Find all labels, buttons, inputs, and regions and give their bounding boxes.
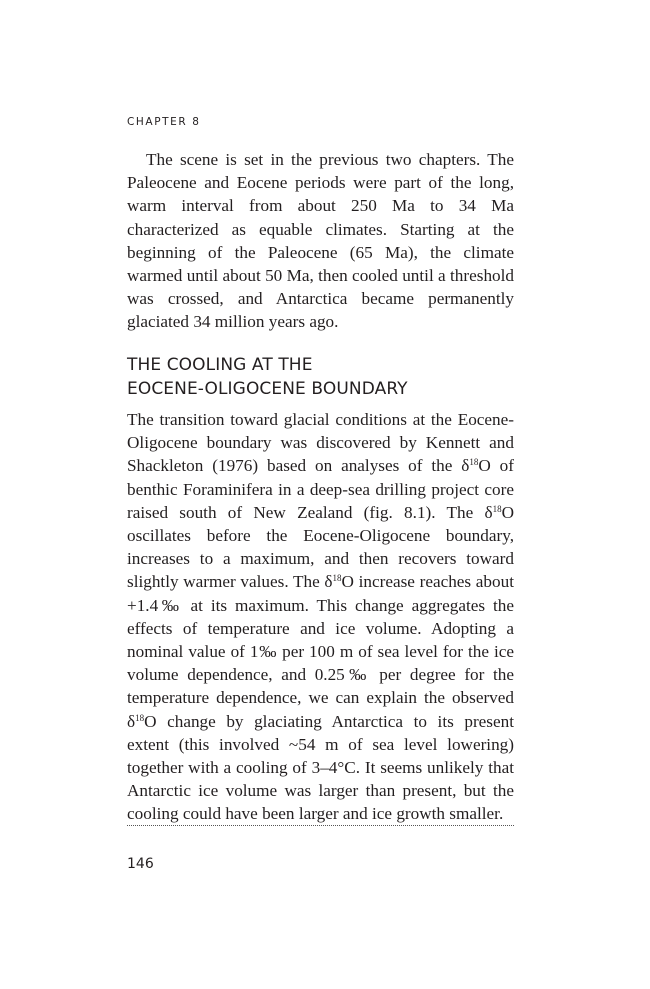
paragraph-text-2: O of benthic Foraminifera in a deep-sea drilling project core raised south of New Zealand (fig. 8.1). The δ [127, 456, 514, 522]
section-heading [127, 353, 517, 401]
isotope-superscript: 18 [135, 712, 145, 723]
section-paragraph [127, 408, 514, 826]
isotope-superscript: 18 [492, 503, 502, 514]
paragraph-text-1: The transition toward glacial conditions at the Eocene-Oligocene boundary was discovered by Kennett and Shackleton (1976) based on analyses of the δ [127, 410, 514, 476]
paragraph-text-4: O increase reaches about +1.4‰ at its maximum. This change aggregates the effects of temperature and ice volume. Adopting a nominal value of 1‰ per 100 m of sea level for the ice volume dependence, and 0.25‰ per degree for the temperature dependence, we can explain the observed δ [127, 572, 514, 731]
page-number: 146 [127, 856, 154, 872]
section-heading-line1: THE COOLING AT THE [127, 355, 313, 375]
isotope-superscript: 18 [332, 573, 342, 584]
paragraph-text-5: O change by glaciating Antarctica to its present extent (this involved ~54 m of sea level lowering) together with a cooling of 3–4°C. It seems unlikely that Antarctic ice volume was larger than present, but the cooling could have been larger and ice growth smaller. [127, 711, 514, 824]
isotope-superscript: 18 [469, 457, 479, 468]
section-heading-line2: EOCENE-OLIGOCENE BOUNDARY [127, 379, 408, 399]
footer-dotted-rule [127, 825, 514, 826]
intro-paragraph: The scene is set in the previous two chapters. The Paleocene and Eocene periods were part of the long, warm interval from about 250 Ma to 34 Ma characterized as equable climates. Starting at the beginning of the Paleocene (65 Ma), the climate warmed until about 50 Ma, then cooled until a threshold was crossed, and Antarctica became permanently glaciated 34 million years ago. [127, 150, 514, 332]
paragraph-text-3: O oscillates before the Eocene-Oligocene boundary, increases to a maximum, and then recovers toward slightly warmer values. The δ [127, 502, 514, 592]
running-head: CHAPTER 8 [127, 116, 201, 128]
